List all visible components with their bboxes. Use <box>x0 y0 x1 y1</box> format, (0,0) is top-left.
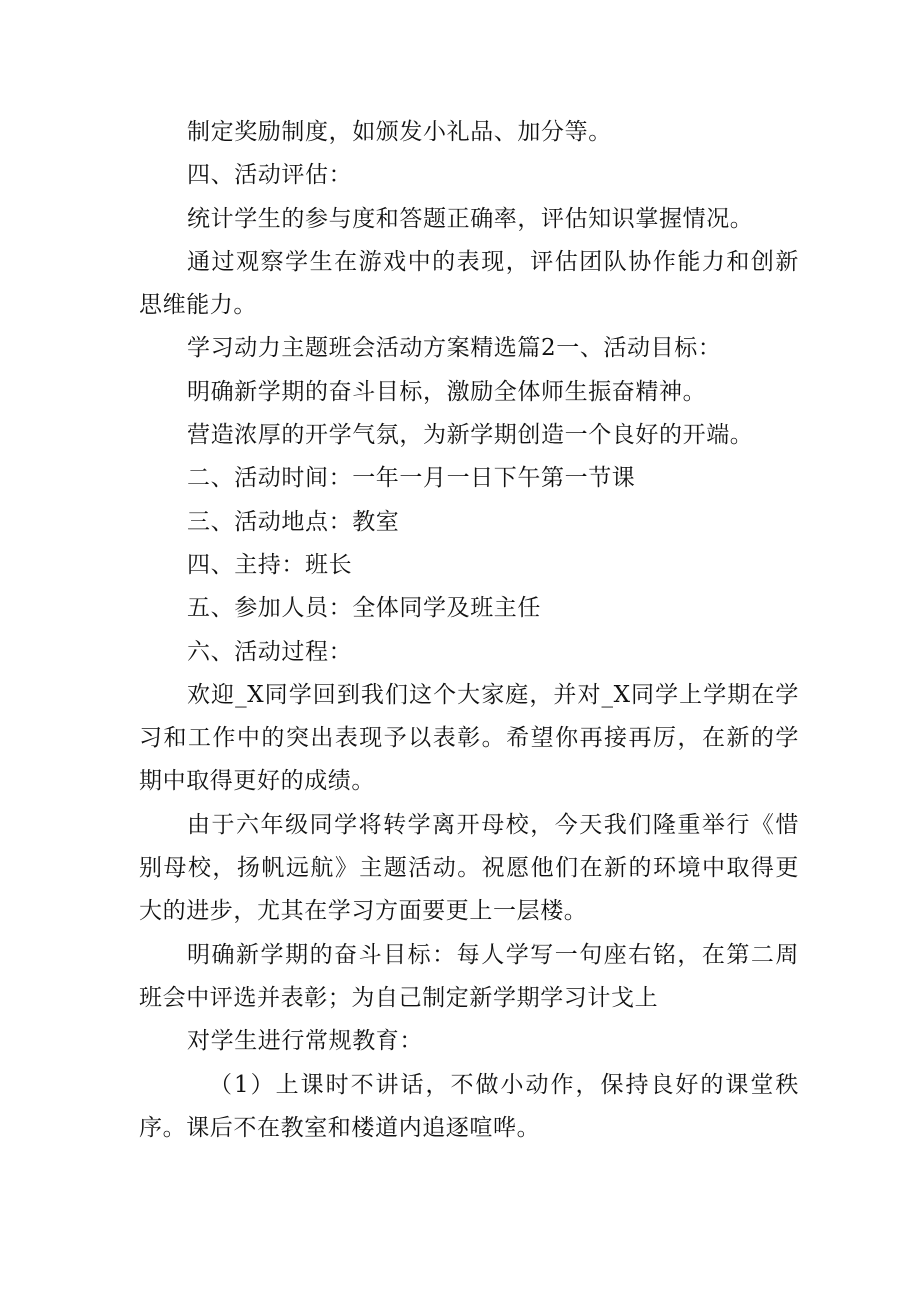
document-body <box>139 111 799 1150</box>
heading-host: 四、主持：班长 <box>187 551 353 578</box>
paragraph-observation: 通过观察学生在游戏中的表现，评估团队协作能力和创新思维能力。 <box>139 248 799 319</box>
heading-activity-evaluation: 四、活动评估： <box>187 162 353 189</box>
paragraph-reward-system: 制定奖励制度，如颁发小礼品、加分等。 <box>187 119 612 145</box>
paragraph-participation-stats: 统计学生的参与度和答题正确率，评估知识掌握情况。 <box>187 205 754 232</box>
heading-activity-time: 二、活动时间：一年一月一日下午第一节课 <box>187 465 636 492</box>
paragraph-farewell: 由于六年级同学将转学离开母校，今天我们隆重举行《惜别母校，扬帆远航》主题活动。祝愿他们在新的环境中取得更大的进步，尤其在学习方面要更上一层楼。 <box>139 811 799 925</box>
paragraph-welcome: 欢迎_X同学回到我们这个大家庭，并对_X同学上学期在学习和工作中的突出表现予以表彰。希望你再接再厉，在新的学期中取得更好的成绩。 <box>139 681 799 795</box>
paragraph-goal-1: 明确新学期的奋斗目标，激励全体师生振奋精神。 <box>187 378 707 405</box>
paragraph-motto: 明确新学期的奋斗目标：每人学写一句座右铭，在第二周班会中评选并表彰；为自己制定新学期学习计戈上 <box>139 941 799 1011</box>
heading-plan-2-goals: 学习动力主题班会活动方案精选篇2一、活动目标： <box>187 335 722 362</box>
paragraph-goal-2: 营造浓厚的开学气氛，为新学期创造一个良好的开端。 <box>187 422 754 449</box>
paragraph-routine-education: 对学生进行常规教育： <box>187 1028 423 1055</box>
heading-participants: 五、参加人员：全体同学及班主任 <box>187 595 541 622</box>
heading-activity-location: 三、活动地点：教室 <box>187 508 400 535</box>
list-item-classroom-order: （1）上课时不讲话，不做小动作，保持良好的课堂秩序。课后不在教室和楼道内追逐喧哗。 <box>139 1071 799 1141</box>
heading-activity-process: 六、活动过程： <box>187 638 353 665</box>
